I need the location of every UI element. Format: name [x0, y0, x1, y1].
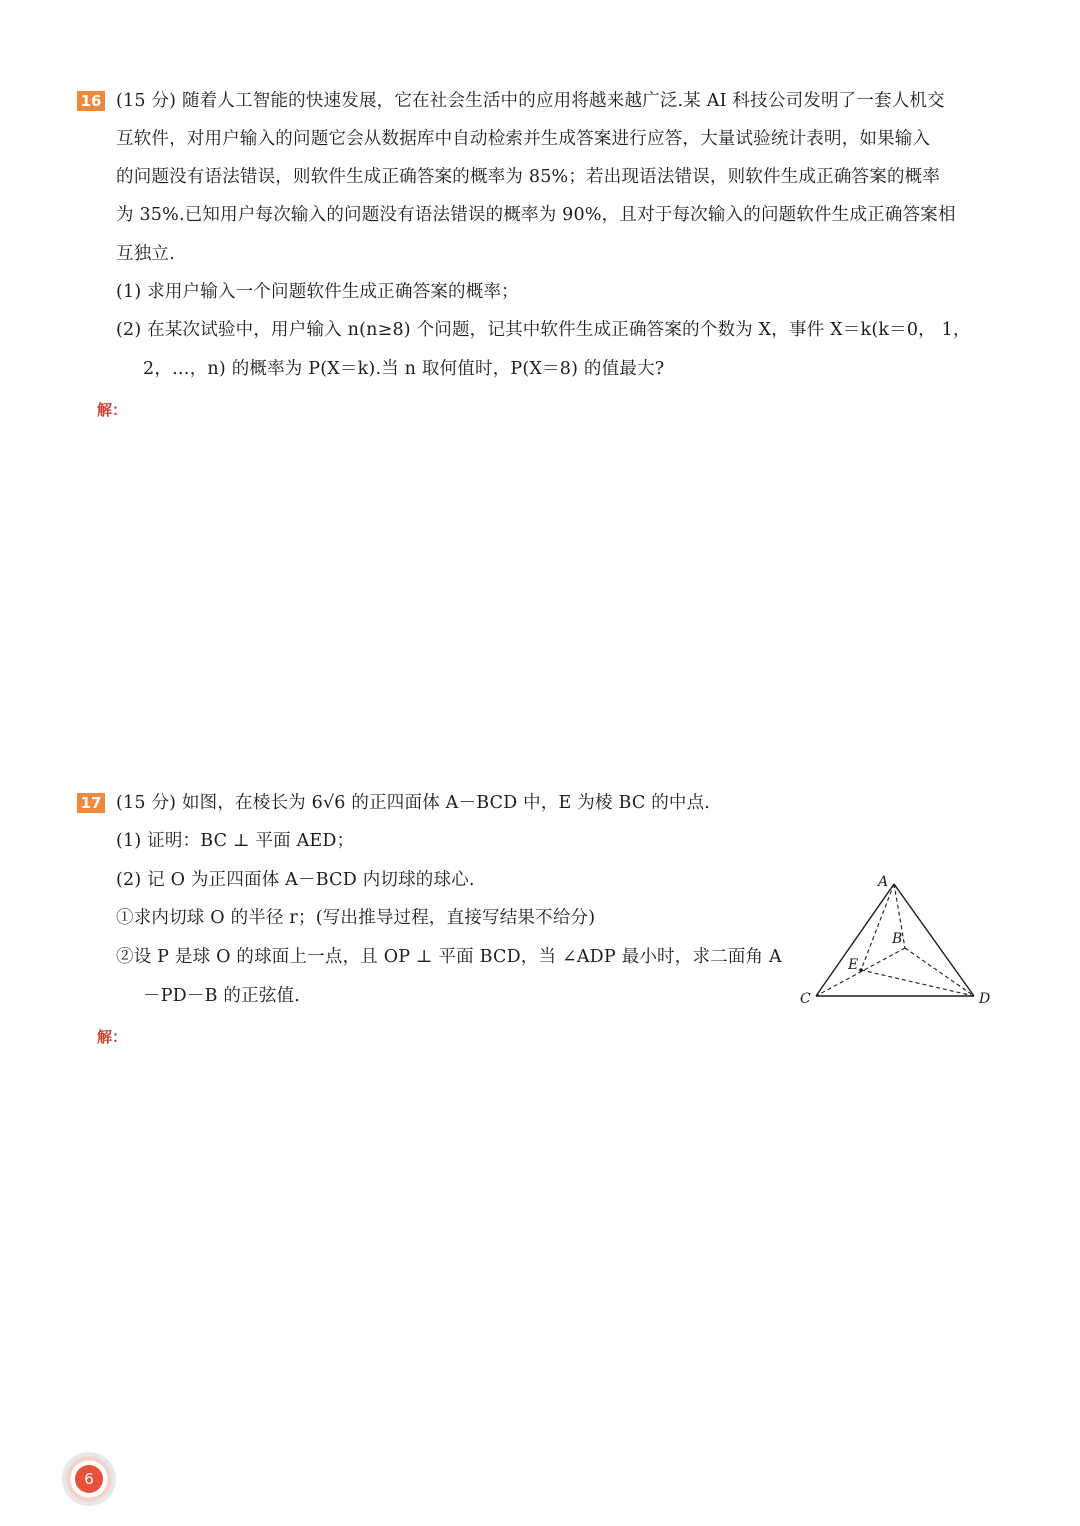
question-17-sub-1: ①求内切球 O 的半径 r；(写出推导过程，直接写结果不给分)	[116, 908, 596, 928]
question-16-part-2: (2) 在某次试验中，用户输入 n(n≥8) 个问题，记其中软件生成正确答案的个数为 X，事件 X＝k(k＝0， 1，	[116, 320, 971, 340]
question-16-line-2: 互软件，对用户输入的问题它会从数据库中自动检索并生成答案进行应答，大量试验统计表明，如果输入	[116, 129, 931, 149]
label-C: C	[800, 991, 811, 1007]
question-16-part-2-cont: 2，…，n) 的概率为 P(X＝k).当 n 取何值时，P(X＝8) 的值最大?	[143, 359, 665, 379]
edge-AC	[816, 884, 894, 996]
question-17-sub-2-cont: －PD－B 的正弦值.	[143, 986, 300, 1006]
page-number: 6	[75, 1465, 103, 1493]
question-number-16: 16	[77, 91, 105, 111]
segment-AE	[861, 884, 894, 970]
question-16-line-4: 为 35%.已知用户每次输入的问题没有语法错误的概率为 90%，且对于每次输入的问题软件生成正确答案相	[116, 205, 956, 225]
question-16-line-5: 互独立.	[116, 244, 175, 264]
question-16-line-1: (15 分) 随着人工智能的快速发展，它在社会生活中的应用将越来越广泛.某 AI 科技公司发明了一套人机交	[116, 91, 945, 111]
question-17-part-2: (2) 记 O 为正四面体 A－BCD 内切球的球心.	[116, 870, 475, 890]
question-number-17: 17	[77, 793, 105, 813]
label-B: B	[892, 931, 903, 947]
segment-ED	[861, 970, 974, 996]
label-E: E	[848, 957, 859, 973]
page-number-badge	[62, 1452, 116, 1506]
tetrahedron-diagram	[790, 866, 1010, 1016]
label-D: D	[979, 991, 991, 1007]
question-17-sub-2: ②设 P 是球 O 的球面上一点，且 OP ⊥ 平面 BCD，当 ∠ADP 最小时，求二面角 A	[116, 947, 782, 967]
question-16-part-1: (1) 求用户输入一个问题软件生成正确答案的概率；	[116, 282, 519, 302]
question-17-part-1: (1) 证明：BC ⊥ 平面 AED；	[116, 831, 355, 851]
edge-AD	[894, 884, 974, 996]
label-A: A	[878, 874, 889, 890]
edge-BC	[816, 948, 905, 996]
question-17-line-1: (15 分) 如图，在棱长为 6√6 的正四面体 A－BCD 中，E 为棱 BC 的中点.	[116, 793, 711, 813]
question-16-line-3: 的问题没有语法错误，则软件生成正确答案的概率为 85%；若出现语法错误，则软件生成正确答案的概率	[116, 167, 941, 187]
edge-BD	[905, 948, 974, 996]
point-E	[859, 968, 863, 972]
answer-label-16: 解：	[97, 401, 128, 419]
answer-label-17: 解：	[97, 1028, 128, 1046]
